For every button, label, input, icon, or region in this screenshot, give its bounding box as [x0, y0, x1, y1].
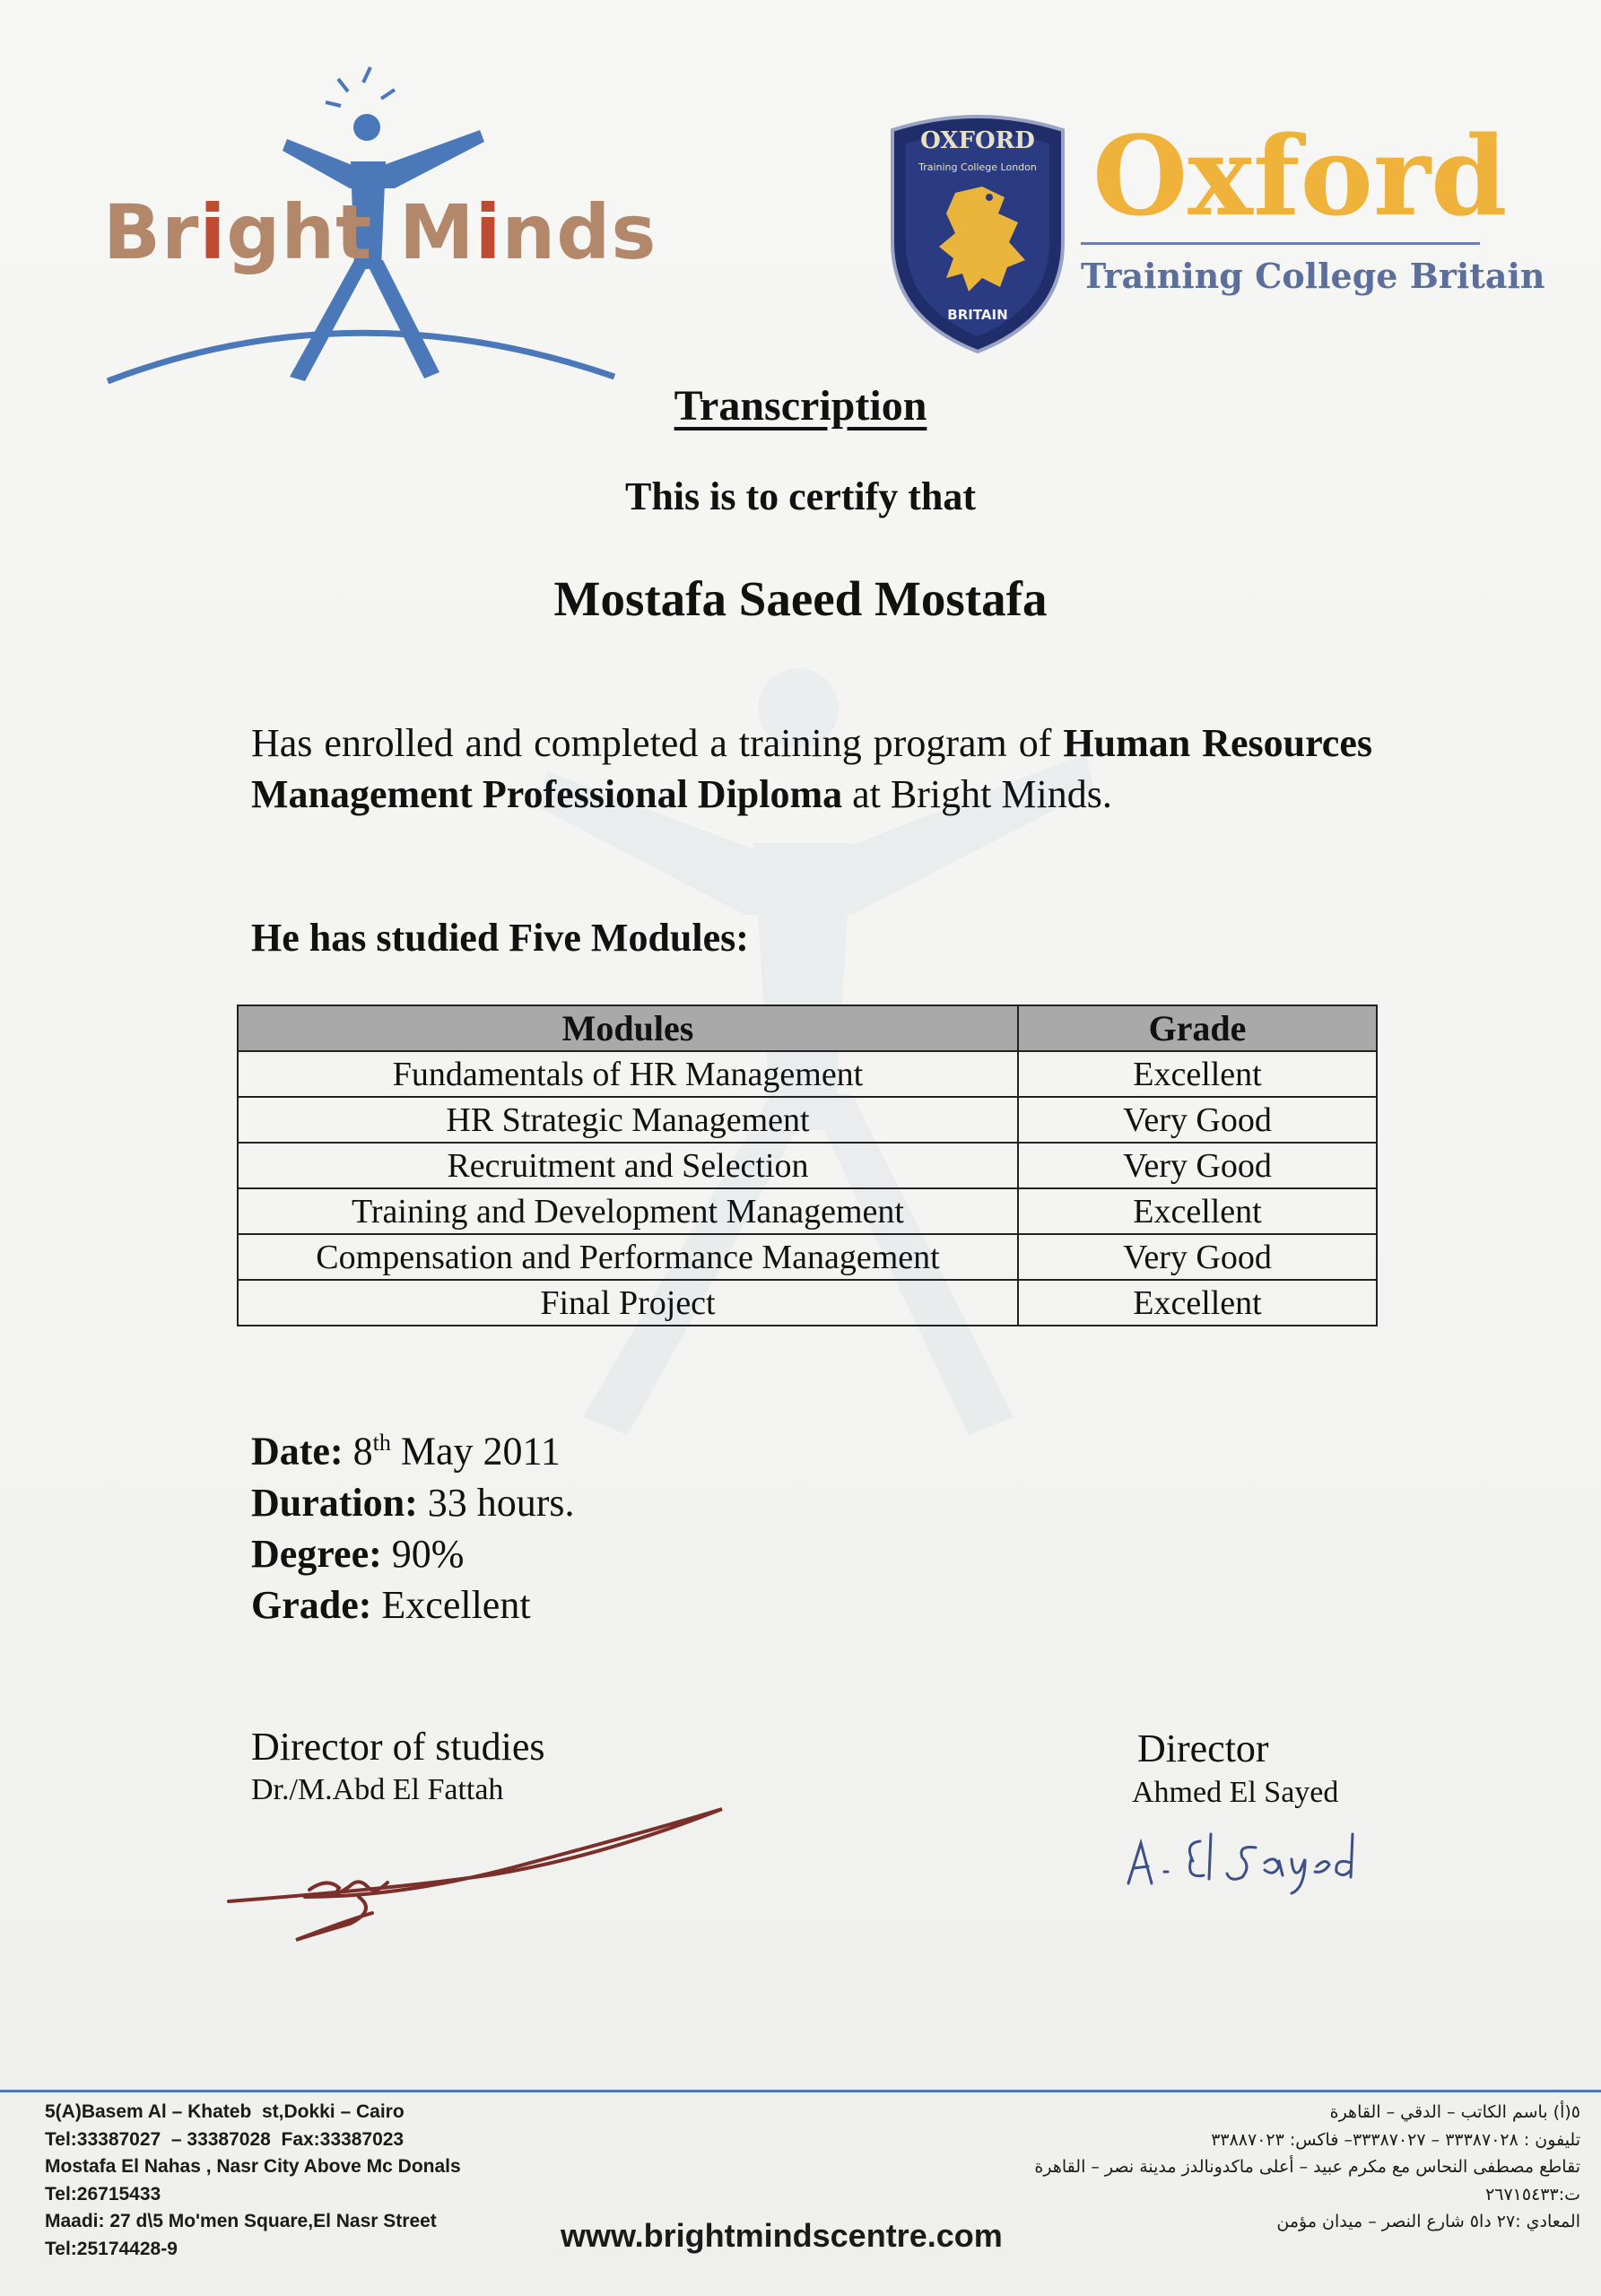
table-row [238, 1188, 1377, 1234]
table-row [238, 1097, 1377, 1143]
column-header-grade: Grade [1018, 1005, 1377, 1051]
table-row [238, 1051, 1377, 1097]
table-header-row [238, 1005, 1377, 1051]
module-cell: Training and Development Management [238, 1188, 1018, 1234]
grade-cell: Excellent [1018, 1051, 1377, 1097]
footer-arabic-address: ٥(أ) باسم الكاتب – الدقي – القاهرة تليفون : ٣٣٣٨٧٠٢٨ – ٣٣٣٨٧٠٢٧– فاكس: ٣٣٨٨٧٠٢٣ تقاطع مصطفى النحاس مع مكرم عبيد – أعلى ماكدونالدز مدينة نصر – القاهرة ت:٢٦٧١٥٤٣٣ المعادي :٢٧ دا٥ شارع النصر – ميدان مؤمن [1034, 2102, 1580, 2231]
module-cell: Fundamentals of HR Management [238, 1051, 1018, 1097]
website-link[interactable]: www.brightmindscentre.com [561, 2217, 1003, 2254]
bright-minds-logo [85, 63, 657, 404]
oxford-title: Oxford [1092, 111, 1508, 240]
bright-minds-word-left: Bright [103, 188, 373, 276]
grade-cell: Excellent [1018, 1280, 1377, 1326]
degree-line: Degree: 90% [251, 1531, 465, 1576]
oxford-divider [1081, 242, 1480, 245]
document-title: Transcription [674, 382, 927, 430]
table-row [238, 1234, 1377, 1280]
certify-line: This is to certify that [624, 474, 977, 518]
duration-line: Duration: 33 hours. [251, 1480, 575, 1525]
module-cell: Compensation and Performance Management [238, 1234, 1018, 1280]
program-name: Human Resources Management Professional Diploma [251, 721, 1372, 816]
date-line: Date: 8th May 2011 [251, 1429, 561, 1474]
module-cell: Final Project [238, 1280, 1018, 1326]
oxford-shield-country: BRITAIN [947, 307, 1008, 323]
table-row [238, 1280, 1377, 1326]
director-of-studies-title: Director of studies [251, 1725, 545, 1769]
director-signature [1121, 1807, 1390, 1897]
oxford-subtitle: Training College Britain [1081, 256, 1545, 296]
oxford-shield-subtitle: Training College London [918, 161, 1037, 173]
director-of-studies-signature [224, 1798, 727, 1960]
grade-cell: Excellent [1018, 1188, 1377, 1234]
oxford-shield-logo [883, 108, 1072, 354]
director-of-studies-name: Dr./M.Abd El Fattah [251, 1773, 504, 1806]
footer-english-address: 5(A)Basem Al – Khateb st,Dokki – Cairo Tel:33387027 – 33387028 Fax:33387023 Mostafa El Nahas , Nasr City Above Mc Donals Tel:26715433 Maadi: 27 d\5 Mo'men Square,El Nasr Street Tel:25174428-9 [45, 2101, 461, 2259]
column-header-modules: Modules [238, 1005, 1018, 1051]
director-name: Ahmed El Sayed [1132, 1776, 1339, 1809]
modules-grade-table [237, 1004, 1378, 1326]
enrollment-paragraph: Has enrolled and completed a training program of Human Resources Management Professional Diploma at Bright Minds. [251, 721, 1372, 816]
grade-line: Grade: Excellent [251, 1582, 531, 1627]
module-cell: HR Strategic Management [238, 1097, 1018, 1143]
footer-divider [0, 2090, 1601, 2092]
director-title: Director [1137, 1726, 1269, 1770]
module-cell: Recruitment and Selection [238, 1143, 1018, 1188]
oxford-shield-title: OXFORD [920, 127, 1035, 154]
table-row [238, 1143, 1377, 1188]
bright-minds-word-right: Minds [399, 188, 657, 276]
grade-cell: Very Good [1018, 1143, 1377, 1188]
summary-block [251, 1417, 575, 1631]
grade-cell: Very Good [1018, 1234, 1377, 1280]
modules-heading: He has studied Five Modules: [251, 916, 749, 960]
recipient-name: Mostafa Saeed Mostafa [553, 571, 1048, 626]
grade-cell: Very Good [1018, 1097, 1377, 1143]
